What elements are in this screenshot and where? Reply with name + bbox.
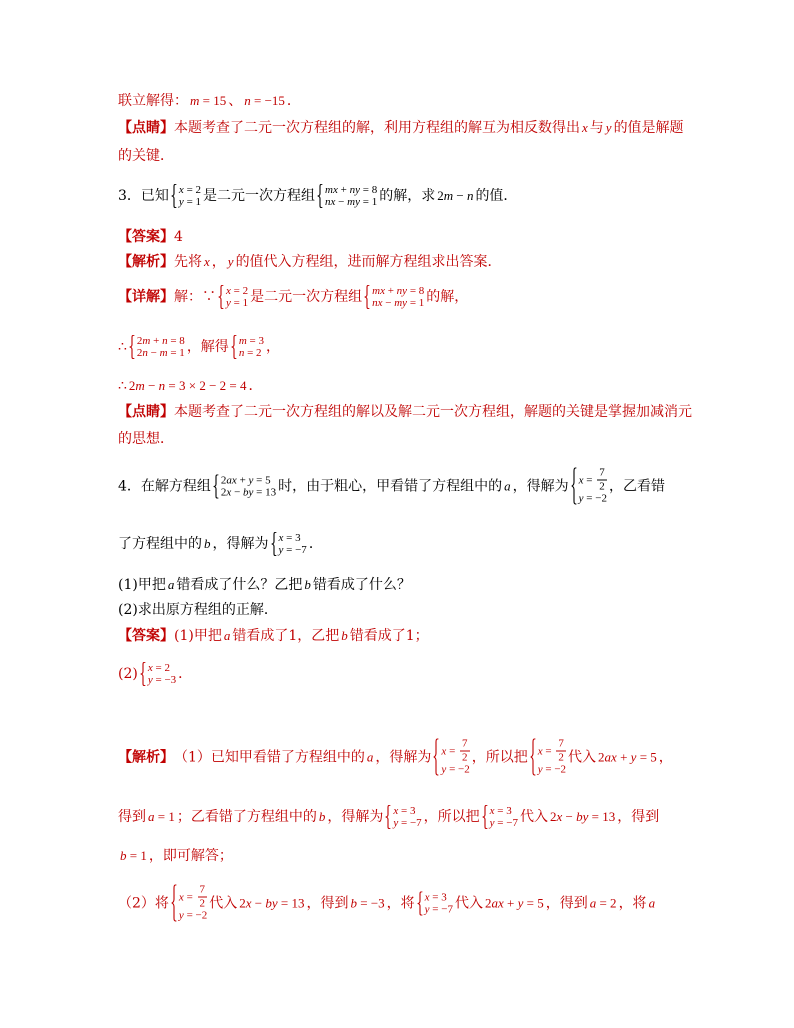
section-label: 【答案】 — [118, 628, 174, 644]
text-run: ，将 — [618, 895, 647, 911]
system-row — [538, 764, 566, 776]
text-run: ，得解为 — [512, 478, 569, 494]
math-expression: m = 15 — [190, 93, 227, 108]
question-4-continued — [118, 532, 323, 556]
left-brace-icon — [317, 184, 323, 208]
analysis-line — [118, 739, 673, 776]
math-expression: x = — [578, 474, 596, 486]
text-run: 本题考查了二元一次方程组的解，利用方程组的解互为相反数得出 — [174, 120, 580, 136]
left-brace-icon — [171, 885, 177, 922]
system-row — [226, 285, 248, 297]
text-run: 时，由于粗心，甲看错了方程组中的 — [278, 478, 503, 494]
question-4-part-1 — [118, 576, 411, 594]
system-rows — [279, 532, 307, 556]
text-run: 先将 — [174, 254, 202, 270]
text-run: 、 — [228, 93, 243, 109]
text-run: ，得到 — [306, 895, 349, 911]
text-run: ，即可解答； — [148, 848, 233, 864]
note-line-continued — [118, 147, 174, 165]
fraction-numerator: 7 — [199, 883, 206, 896]
text-run: 的值代入方程组，进而解方程组求出答案． — [235, 254, 502, 270]
equation-system — [530, 739, 566, 776]
section-label: 【答案】 — [118, 229, 174, 245]
system-rows — [393, 805, 421, 829]
equation-system — [171, 885, 207, 922]
math-expression: y = −7 — [424, 903, 453, 915]
note-line — [118, 403, 692, 421]
text-run: ∴ — [118, 378, 127, 394]
system-row — [490, 817, 518, 829]
math-expression: y — [605, 120, 612, 135]
text-run: ． — [308, 536, 323, 552]
equation-system — [218, 285, 248, 309]
detail-line — [118, 285, 468, 309]
system-rows — [226, 285, 248, 309]
system-rows — [372, 285, 424, 309]
answer-line — [118, 627, 429, 645]
text-run: ，得解为 — [212, 536, 269, 552]
section-label: 【点睛】 — [118, 404, 174, 420]
text-run: 的解， — [426, 289, 469, 305]
text-run: 错看成了1，乙把 — [232, 628, 340, 644]
section-label: 【点睛】 — [118, 120, 174, 136]
system-row — [279, 532, 307, 544]
text-run: 得到 — [118, 809, 146, 825]
text-run: ∴ — [118, 339, 127, 355]
equation-system — [317, 184, 377, 208]
text-run: ，所以把 — [471, 749, 528, 765]
fraction-denominator: 2 — [199, 897, 206, 910]
left-brace-icon — [482, 805, 488, 829]
math-expression: y = −7 — [278, 544, 307, 556]
system-row — [393, 805, 421, 817]
text-run: ， — [211, 254, 226, 270]
system-row — [148, 674, 176, 686]
system-row — [239, 347, 264, 359]
equation-system — [271, 532, 307, 556]
note-line-continued — [118, 430, 174, 448]
text-run: (2)求出原方程组的正解． — [118, 602, 278, 618]
text-run: 错看成了什么？乙把 — [176, 577, 303, 593]
math-expression: x — [582, 120, 588, 135]
math-expression: nx − my = 1 — [372, 297, 425, 309]
math-expression: 2ax + y = 5 — [598, 749, 657, 764]
system-rows — [325, 184, 377, 208]
math-expression: a — [223, 628, 231, 643]
system-row — [221, 486, 276, 498]
equation-system — [571, 468, 607, 505]
math-expression: x = 3 — [393, 805, 416, 817]
system-row — [148, 662, 176, 674]
text-run: 是二元一次方程组 — [203, 188, 316, 204]
fraction — [460, 739, 470, 764]
system-rows — [425, 891, 453, 915]
math-expression: y = 1 — [178, 196, 202, 208]
system-rows — [538, 739, 566, 776]
analysis-line-continued — [118, 805, 659, 829]
system-row — [325, 184, 377, 196]
analysis-part-2-line — [118, 885, 657, 922]
note-line — [118, 119, 684, 137]
system-row — [579, 468, 607, 493]
equation-system — [385, 805, 421, 829]
system-row — [372, 297, 424, 309]
math-expression: y = 1 — [226, 297, 249, 309]
math-expression: 2n − m = 1 — [136, 347, 185, 359]
math-expression: 2m − n — [437, 188, 474, 203]
answer-line — [118, 228, 183, 246]
system-rows — [137, 335, 185, 359]
text-run: 代入 — [519, 809, 548, 825]
fraction-denominator: 2 — [599, 480, 605, 493]
math-expression: x = — [178, 891, 196, 903]
left-brace-icon — [218, 285, 224, 309]
math-expression: y = −2 — [578, 492, 607, 505]
text-run: ，得到 — [545, 895, 588, 911]
text-run: 代入 — [568, 749, 597, 765]
math-expression: b — [341, 628, 348, 643]
text-run: 代入 — [454, 895, 483, 911]
system-row — [279, 544, 307, 556]
left-brace-icon — [171, 184, 177, 208]
system-row — [425, 891, 453, 903]
question-4-part-2 — [118, 601, 278, 619]
left-brace-icon — [530, 739, 536, 776]
section-label: 【解析】 — [118, 749, 174, 765]
left-brace-icon — [213, 474, 219, 498]
fraction — [556, 739, 566, 764]
text-run: (1)甲把 — [174, 628, 222, 644]
math-expression: a — [648, 895, 656, 910]
system-row — [179, 184, 201, 196]
text-run: ，将 — [386, 895, 415, 911]
left-brace-icon — [571, 468, 577, 505]
text-run: 解：∵ — [174, 289, 216, 305]
text-run: 是二元一次方程组 — [250, 289, 363, 305]
detail-step-line — [118, 335, 280, 359]
math-expression: nx − my = 1 — [325, 196, 378, 208]
math-expression: x = 2 — [226, 285, 249, 297]
text-run: 了方程组中的 — [118, 536, 202, 552]
math-expression: y = −3 — [147, 674, 177, 686]
text-run: ． — [248, 378, 263, 394]
math-expression: 2ax + y = 5 — [220, 474, 271, 486]
text-run: (1)甲把 — [118, 577, 166, 593]
fraction-numerator: 7 — [599, 466, 605, 479]
equation-system — [213, 474, 276, 498]
text-run: ，解得 — [186, 339, 229, 355]
system-row — [538, 739, 566, 764]
math-expression: y = −2 — [537, 763, 567, 776]
math-expression: b = −3 — [350, 895, 385, 910]
equation-system — [171, 184, 201, 208]
text-run: (2) — [118, 666, 138, 682]
math-expression: y = −2 — [178, 909, 208, 922]
text-run: （1）已知甲看错了方程组中的 — [174, 749, 365, 765]
system-row — [393, 817, 421, 829]
system-row — [221, 474, 276, 486]
math-expression: 2m + n = 8 — [136, 335, 185, 347]
text-run: ，得解为 — [375, 749, 432, 765]
math-expression: a = 1 — [148, 809, 175, 824]
equation-system — [140, 662, 176, 686]
system-row — [179, 196, 201, 208]
fraction — [597, 468, 607, 493]
system-rows — [179, 885, 207, 922]
solution-result-line — [118, 92, 301, 110]
math-expression: y = −7 — [489, 817, 518, 829]
text-run: ；乙看错了方程组中的 — [176, 809, 317, 825]
text-run: 的解，求 — [379, 188, 436, 204]
equation-system — [364, 285, 424, 309]
text-run: ，乙看错 — [608, 478, 665, 494]
math-expression: n = −15 — [244, 93, 285, 108]
math-expression: y — [227, 254, 234, 269]
detail-result-line — [118, 377, 262, 395]
system-rows — [239, 335, 264, 359]
math-expression: b — [318, 809, 326, 824]
text-run: 的关键． — [118, 148, 174, 164]
system-rows — [490, 805, 518, 829]
math-expression: 2x − by = 13 — [549, 809, 616, 824]
text-run: ． — [286, 93, 301, 109]
system-row — [179, 910, 207, 922]
equation-system — [129, 335, 185, 359]
text-run: ， — [265, 339, 280, 355]
math-expression: a — [167, 577, 175, 592]
math-expression: m = 3 — [238, 335, 264, 347]
equation-system — [417, 891, 453, 915]
math-expression: 2ax + y = 5 — [484, 895, 544, 910]
left-brace-icon — [417, 891, 423, 915]
left-brace-icon — [271, 532, 277, 556]
math-expression: b — [204, 536, 211, 551]
text-run: 本题考查了二元一次方程组的解以及解二元一次方程组，解题的关键是掌握加减消元 — [174, 404, 692, 420]
left-brace-icon — [364, 285, 370, 309]
text-run: ，得到 — [617, 809, 660, 825]
system-row — [239, 335, 264, 347]
equation-system — [433, 739, 469, 776]
text-run: （2）将 — [118, 895, 169, 911]
math-expression: a — [366, 749, 374, 764]
answer-part-2-line — [118, 662, 192, 686]
math-expression: n = 2 — [238, 347, 262, 359]
math-expression: x = — [537, 745, 555, 757]
system-row — [226, 297, 248, 309]
math-expression: x = — [441, 745, 459, 757]
math-expression: 2m − n = 3 × 2 − 2 = 4 — [128, 378, 247, 393]
math-expression: mx + ny = 8 — [325, 184, 378, 196]
equation-system — [231, 335, 264, 359]
math-expression: b — [304, 577, 311, 592]
text-run: ，所以把 — [423, 809, 480, 825]
text-run: 的值是解题 — [613, 120, 684, 136]
left-brace-icon — [433, 739, 439, 776]
system-rows — [179, 184, 201, 208]
math-expression: y = −2 — [441, 763, 470, 776]
system-row — [137, 347, 185, 359]
text-run: 错看成了1； — [349, 628, 429, 644]
system-row — [579, 493, 607, 505]
system-row — [425, 903, 453, 915]
text-run: 联立解得： — [118, 93, 188, 109]
section-label: 【详解】 — [118, 289, 174, 305]
text-run: 与 — [589, 120, 604, 136]
math-expression: y = −7 — [393, 817, 422, 829]
text-run: 4．在解方程组 — [118, 478, 211, 494]
system-row — [490, 805, 518, 817]
analysis-line — [118, 253, 502, 271]
text-run: ，得解为 — [327, 809, 384, 825]
text-run: 的值． — [475, 188, 518, 204]
text-run: 4 — [174, 229, 183, 245]
math-expression: 2x − by = 13 — [239, 895, 305, 910]
analysis-line-continued — [118, 847, 233, 865]
text-run: ， — [658, 749, 673, 765]
system-rows — [579, 468, 607, 505]
text-run: 3．已知 — [118, 188, 169, 204]
fraction-denominator: 2 — [558, 751, 564, 764]
fraction-numerator: 7 — [558, 737, 564, 750]
system-row — [441, 764, 469, 776]
fraction-denominator: 2 — [462, 751, 468, 764]
system-rows — [148, 662, 176, 686]
math-expression: b = 1 — [120, 848, 147, 863]
math-expression: x = 3 — [489, 805, 512, 817]
math-expression: x = 3 — [278, 532, 301, 544]
question-3 — [118, 184, 517, 208]
text-run: ． — [178, 666, 193, 682]
math-expression: x = 3 — [424, 891, 447, 903]
left-brace-icon — [140, 662, 146, 686]
text-run: 的思想． — [118, 431, 174, 447]
left-brace-icon — [231, 335, 237, 359]
system-row — [372, 285, 424, 297]
math-expression: mx + ny = 8 — [372, 285, 425, 297]
text-run: 错看成了什么？ — [312, 577, 411, 593]
math-expression: a — [504, 478, 511, 493]
text-run: 代入 — [209, 895, 238, 911]
system-row — [441, 739, 469, 764]
math-expression: a = 2 — [589, 895, 617, 910]
system-row — [179, 885, 207, 910]
math-expression: x — [204, 254, 210, 269]
left-brace-icon — [129, 335, 135, 359]
math-expression: x = 2 — [147, 662, 170, 674]
left-brace-icon — [385, 805, 391, 829]
fraction-numerator: 7 — [462, 737, 468, 750]
equation-system — [482, 805, 518, 829]
question-4 — [118, 468, 665, 505]
math-expression: 2x − by = 13 — [220, 486, 277, 498]
fraction — [198, 885, 208, 910]
system-rows — [221, 474, 276, 498]
section-label: 【解析】 — [118, 254, 174, 270]
system-row — [325, 196, 377, 208]
system-row — [137, 335, 185, 347]
math-expression: x = 2 — [178, 184, 202, 196]
system-rows — [441, 739, 469, 776]
